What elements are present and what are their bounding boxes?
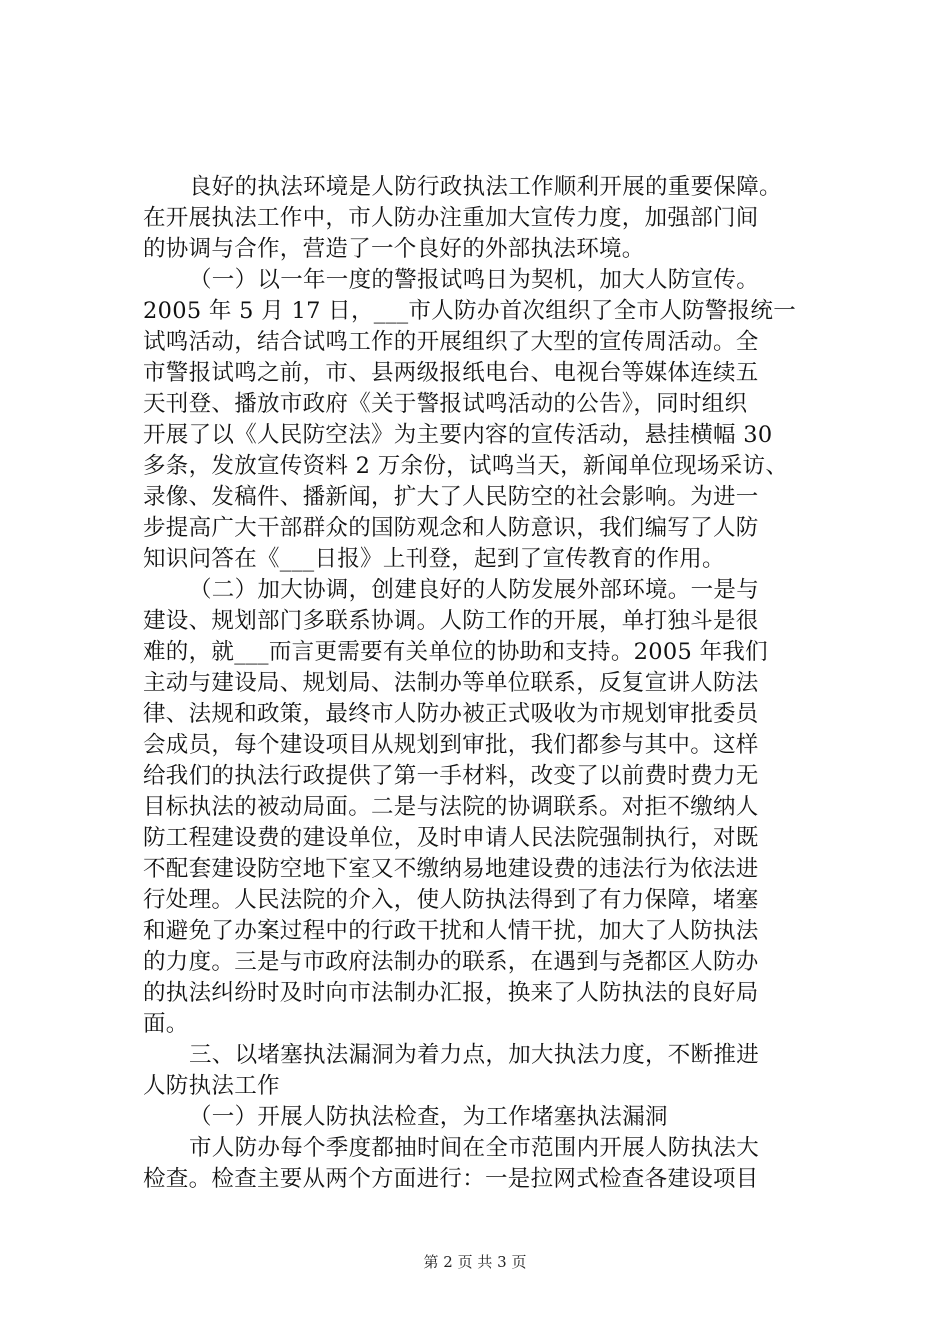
text-line: 检查。检查主要从两个方面进行：一是拉网式检查各建设项目 <box>143 1166 759 1192</box>
text-line: 的执法纠纷时及时向市法制办汇报，换来了人防执法的良好局 <box>143 980 759 1006</box>
text-line: 律、法规和政策，最终市人防办被正式吸收为市规划审批委员 <box>143 701 759 727</box>
text-line: 给我们的执法行政提供了第一手材料，改变了以前费时费力无 <box>143 763 759 789</box>
text-line: 不配套建设防空地下室又不缴纳易地建设费的违法行为依法进 <box>143 856 759 882</box>
text-line: 2005 年 5 月 17 日，___市人防办首次组织了全市人防警报统一 <box>143 298 797 324</box>
text-line: 天刊登、播放市政府《关于警报试鸣活动的公告》，同时组织 <box>143 391 748 417</box>
text-line: 的协调与合作，营造了一个良好的外部执法环境。 <box>143 236 645 262</box>
text-line: 知识问答在《___日报》上刊登，起到了宣传教育的作用。 <box>143 546 725 572</box>
page-number-footer: 第 2 页 共 3 页 <box>423 1253 527 1271</box>
text-line: 在开展执法工作中，市人防办注重加大宣传力度，加强部门间 <box>143 205 759 231</box>
section-heading-line: 人防执法工作 <box>143 1073 280 1099</box>
text-line: 会成员，每个建设项目从规划到审批，我们都参与其中。这样 <box>143 732 759 758</box>
text-line: 步提高广大干部群众的国防观念和人防意识，我们编写了人防 <box>143 515 759 541</box>
text-line: 开展了以《人民防空法》为主要内容的宣传活动，悬挂横幅 30 <box>143 422 773 448</box>
text-line: 的力度。三是与市政府法制办的联系，在遇到与尧都区人防办 <box>143 949 759 975</box>
text-line: 市人防办每个季度都抽时间在全市范围内开展人防执法大 <box>189 1135 760 1161</box>
text-line: 主动与建设局、规划局、法制办等单位联系，反复宣讲人防法 <box>143 670 759 696</box>
text-line: 防工程建设费的建设单位，及时申请人民法院强制执行，对既 <box>143 825 759 851</box>
text-line: 良好的执法环境是人防行政执法工作顺利开展的重要保障。 <box>189 174 782 200</box>
text-line: （一）以一年一度的警报试鸣日为契机，加大人防宣传。 <box>189 267 760 293</box>
text-line: 面。 <box>143 1011 189 1037</box>
text-line: 和避免了办案过程中的行政干扰和人情干扰，加大了人防执法 <box>143 918 759 944</box>
subsection-heading-line: （一）开展人防执法检查，为工作堵塞执法漏洞 <box>189 1104 668 1130</box>
text-line: 目标执法的被动局面。二是与法院的协调联系。对拒不缴纳人 <box>143 794 759 820</box>
section-heading-line: 三、以堵塞执法漏洞为着力点，加大执法力度，不断推进 <box>189 1042 760 1068</box>
text-line: 多条，发放宣传资料 2 万余份，试鸣当天，新闻单位现场采访、 <box>143 453 789 479</box>
text-line: 难的，就___而言更需要有关单位的协助和支持。2005 年我们 <box>143 639 768 665</box>
text-line: 建设、规划部门多联系协调。人防工作的开展，单打独斗是很 <box>143 608 759 634</box>
text-line: 试鸣活动，结合试鸣工作的开展组织了大型的宣传周活动。全 <box>143 329 759 355</box>
text-line: 市警报试鸣之前，市、县两级报纸电台、电视台等媒体连续五 <box>143 360 759 386</box>
document-body <box>143 172 833 1195</box>
text-line: （二）加大协调，创建良好的人防发展外部环境。一是与 <box>189 577 760 603</box>
text-line: 录像、发稿件、播新闻，扩大了人民防空的社会影响。为进一 <box>143 484 759 510</box>
text-line: 行处理。人民法院的介入，使人防执法得到了有力保障，堵塞 <box>143 887 759 913</box>
